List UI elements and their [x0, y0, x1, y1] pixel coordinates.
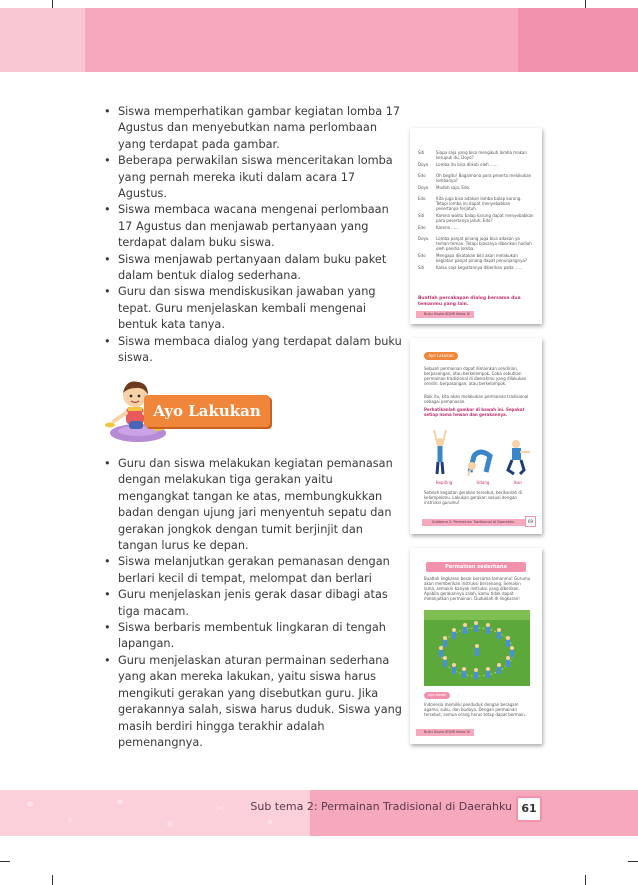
crop-mark	[52, 875, 53, 885]
list-item: • Guru dan siswa mendiskusikan jawaban yang tepat. Guru menjelaskan kembali mengenai bentuk kata tanya.	[104, 284, 404, 333]
footer-band	[0, 790, 638, 836]
dialog-row: Edo Karena ......	[418, 225, 459, 230]
dialog-row: Doyo Lomba panjat pinang juga bisa adakan ya teman-teman. Tetapi biasanya diberikan hadiah oleh panitia lomba.	[418, 236, 532, 251]
thumb-text: Baik itu, kita akan melakukan permainan tradisional sebagai pemanasan.	[424, 394, 529, 404]
thumb-text: Setelah kegiatan gerakan tersebut, berikanlah di kelompokmu. Lakukan gerakan sesuai dengan instruksi gurumu!	[424, 490, 522, 505]
thumb-text: Sebuah permainan dapat dimainkan sendirian, berpasangan, atau berkelompok. Coba sebutkan permainan tradisional di daerahmu yang dilakukan sendiri, berpasangan, atau berkelompok.	[424, 366, 527, 386]
thumb-text: Indonesia memiliki penduduk dengan beragam agama, suku, dan budaya. Dengan permainan tersebut, semua orang harus tetap dapat bermain.	[424, 702, 527, 717]
instruction-list-bottom	[104, 456, 404, 751]
dialog-row: Edo Kita juga bisa adakan lomba balap karung. Tetapi lomba ini dapat menyebabkan pesertanya terjatuh.	[418, 196, 522, 211]
crop-mark	[585, 875, 586, 885]
list-item: • Beberapa perwakilan siswa menceritakan lomba yang pernah mereka ikuti dalam acara 17 Agustus.	[104, 153, 404, 202]
dialog-row: Doyo Mudah saja, Edo.	[418, 185, 471, 190]
list-item: • Siswa berbaris membentuk lingkaran di tengah lapangan.	[104, 620, 404, 653]
list-item: • Siswa melanjutkan gerakan pemanasan dengan berlari kecil di tempat, melompat dan berlari	[104, 554, 404, 587]
book-page-thumbnail-warmup	[410, 338, 542, 534]
header-band	[0, 8, 638, 72]
list-item: • Siswa membaca dialog yang terdapat dalam buku siswa.	[104, 334, 404, 367]
warmup-figures-illustration	[424, 426, 534, 478]
figure-label: Ikan	[513, 480, 522, 485]
thumb-ayo-badge: Ayo Lakukan	[424, 352, 458, 360]
list-item: • Siswa membaca wacana mengenai perlombaan 17 Agustus dan menjawab pertanyaan yang terdapat dalam buku siswa.	[104, 202, 404, 251]
thumb-text: Buatlah lingkaran besar bersama temanmu! Gurumu akan memberikan instruksi bersenang. Semakin lama, semakin banyak instruksi yang diberikan. Apabila gerakannya salah, kamu tidak dapat melanjutkan permainan. Duduklah di lingkaran!	[424, 576, 531, 601]
thumb-footer-text: Buku Siswa SD/MI Kelas IV	[424, 312, 471, 316]
page-number: 61	[516, 796, 542, 822]
crop-mark	[628, 861, 638, 862]
figure-label: Udang	[476, 480, 490, 485]
dialog-row: Edo Mengapa dikatakan bila akan melakukan kegiatan panjat pinang dapat penunjangnya?	[418, 253, 528, 263]
book-page-thumbnail-game	[410, 548, 542, 744]
thumb-ayo-amati-badge: Ayo Amati	[424, 692, 450, 699]
ayo-lakukan-label: Ayo Lakukan	[144, 395, 270, 427]
dialog-row: Edo Oh begitu! Bagaimana para peserta melakukan lombanya?	[418, 173, 532, 183]
dialog-row: Siti Kalau saja kegiatannya diberikan pada ......	[418, 265, 523, 270]
dialog-prompt: Buatlah percakapan dialog bersama dua temanmu yang lain.	[418, 296, 521, 307]
list-item: • Guru menjelaskan aturan permainan sederhana yang akan mereka lakukan, yaitu siswa harus mengikuti gerakan yang disebutkan guru. Jika gerakannya salah, siswa harus duduk. Siswa yang masih berdiri hingga terakhir adalah pemenangnya.	[104, 653, 404, 751]
dialog-row: Doyo Lomba itu bisa diikuti oleh ......	[418, 162, 498, 167]
decorative-pattern	[0, 790, 638, 836]
dialog-row: Siti Karena waktu balap karung dapat menyebabkan para pesertanya jatuh, Edo?	[418, 213, 534, 223]
list-item: • Guru menjelaskan jenis gerak dasar dibagi atas tiga macam.	[104, 587, 404, 620]
list-item: • Siswa menjawab pertanyaan dalam buku paket dalam bentuk dialog sederhana.	[104, 252, 404, 285]
list-item: • Guru dan siswa melakukan kegiatan pemanasan dengan melakukan tiga gerakan yaitu mengangkat tangan ke atas, membungkukkan badan dengan ujung jari menyentuh sepatu dan gerakan jongkok dengan tumit berjinjit dan tangan lurus ke depan.	[104, 456, 404, 554]
figure-label: Kepiting	[436, 480, 453, 485]
dialog-row: Siti Siapa saja yang bisa mengikuti lomba makan kerupuk itu, Doyo?	[418, 150, 527, 160]
thumb-title: Permainan sederhana	[426, 562, 526, 572]
book-page-thumbnail-dialog	[410, 128, 542, 324]
dialog-list	[418, 150, 538, 272]
thumb-page-number: 69	[525, 516, 536, 527]
thumb-footer-text: Subtema 2: Permainan Tradisional di Daerahku	[432, 520, 515, 524]
thumb-footer-text: Buku Siswa SD/MI Kelas IV	[424, 730, 471, 734]
instruction-list-top	[104, 104, 404, 367]
circle-game-photo	[424, 610, 530, 686]
figure-labels	[424, 480, 534, 485]
thumb-prompt: Perhatikanlah gambar di bawah ini. Sepakat setiap nama hewan dan gerakannya.	[424, 407, 525, 417]
crop-mark	[0, 861, 10, 862]
footer-subtema-title: Sub tema 2: Permainan Tradisional di Daerahku	[250, 800, 512, 813]
list-item: • Siswa memperhatikan gambar kegiatan lomba 17 Agustus dan menyebutkan nama perlombaan yang terdapat pada gambar.	[104, 104, 404, 153]
